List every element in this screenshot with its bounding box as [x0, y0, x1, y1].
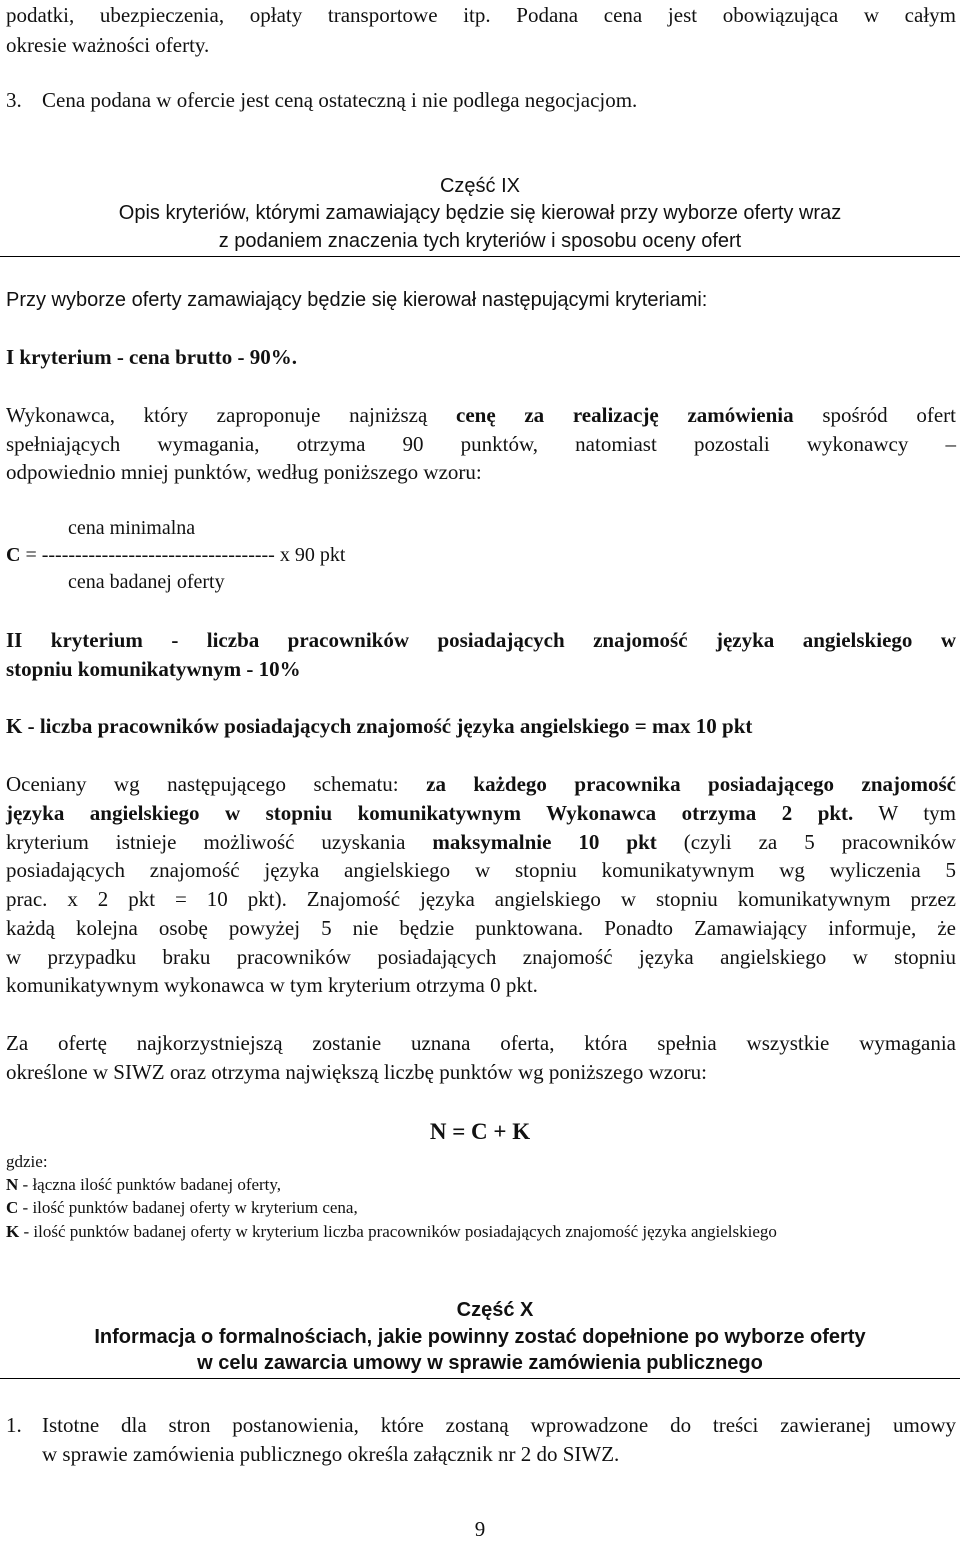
list-item-1-line2: w sprawie zamówienia publicznego określa załącznik nr 2 do SIWZ.	[42, 1442, 620, 1466]
criterion-2-heading-line2: stopniu komunikatywnym - 10%	[6, 657, 301, 681]
best-offer-line2: określone w SIWZ oraz otrzyma największą liczbę punktów wg poniższego wzoru:	[6, 1060, 707, 1084]
paragraph-top-line2: okresie ważności oferty.	[6, 33, 210, 57]
section-divider	[0, 1378, 960, 1379]
list-number-1: 1.	[6, 1413, 22, 1437]
formula-c-numerator: cena minimalna	[68, 517, 196, 539]
legend-n: N - łączna ilość punktów badanej oferty,	[6, 1175, 282, 1194]
section-subtitle-part-10-line1: Informacja o formalnościach, jakie powinny zostać dopełnione po wyborze oferty	[94, 1326, 866, 1348]
best-offer-line1: Za ofertę najkorzystniejszą zostanie uznana oferta, która spełnia wszystkie wymagania	[6, 1031, 956, 1055]
list-item-1-line1: Istotne dla stron postanowienia, które zostaną wprowadzone do treści zawieranej umowy	[42, 1413, 956, 1437]
section-title-part-10: Część X	[456, 1299, 534, 1321]
formula-c: C = ----------------------------------- x 90 pkt	[6, 544, 346, 566]
scheme-line8: komunikatywnym wykonawca w tym kryterium otrzyma 0 pkt.	[6, 973, 538, 997]
section-subtitle-part-9-line2: z podaniem znaczenia tych kryteriów i sposobu oceny ofert	[218, 230, 742, 252]
scheme-line7: w przypadku braku pracowników posiadających znajomość języka angielskiego w stopniu	[6, 945, 956, 969]
criterion-1-text-line2: spełniających wymagania, otrzyma 90 punktów, natomiast pozostali wykonawcy –	[6, 432, 956, 456]
criterion-1-heading: I kryterium - cena brutto - 90%.	[6, 345, 298, 369]
scheme-line1: Oceniany wg następującego schematu: za każdego pracownika posiadającego znajomość	[6, 772, 957, 796]
scheme-line3: kryterium istnieje możliwość uzyskania maksymalnie 10 pkt (czyli za 5 pracowników	[6, 830, 957, 854]
scheme-line5: prac. x 2 pkt = 10 pkt). Znajomość języka angielskiego w stopniu komunikatywnym przez	[6, 887, 956, 911]
section-title-part-9: Część IX	[439, 175, 521, 197]
criteria-intro: Przy wyborze oferty zamawiający będzie się kierował następującymi kryteriami:	[6, 289, 708, 311]
section-subtitle-part-10-line2: w celu zawarcia umowy w sprawie zamówienia publicznego	[197, 1352, 763, 1374]
criterion-2-heading-line1: II kryterium - liczba pracowników posiadających znajomość języka angielskiego w	[6, 628, 956, 652]
scheme-line4: posiadających znajomość języka angielskiego w stopniu komunikatywnym wg wyliczenia 5	[6, 858, 956, 882]
criterion-1-text-line3: odpowiednio mniej punktów, według poniższego wzoru:	[6, 460, 482, 484]
formula-c-denominator: cena badanej oferty	[68, 571, 225, 593]
list-number-3: 3.	[6, 88, 22, 112]
legend-k: K - ilość punktów badanej oferty w kryterium liczba pracowników posiadających znajomość języka angielskiego	[6, 1222, 777, 1241]
where-label: gdzie:	[6, 1152, 48, 1171]
k-definition: K - liczba pracowników posiadających znajomość języka angielskiego = max 10 pkt	[6, 714, 753, 738]
criterion-1-text-line1: Wykonawca, który zaproponuje najniższą cenę za realizację zamówienia spośród ofert	[6, 403, 956, 427]
list-item-3: Cena podana w ofercie jest ceną ostateczną i nie podlega negocjacjom.	[42, 88, 638, 112]
legend-c: C - ilość punktów badanej oferty w kryterium cena,	[6, 1198, 358, 1217]
scheme-line2: języka angielskiego w stopniu komunikatywnym Wykonawca otrzyma 2 pkt. W tym	[6, 801, 956, 825]
page-number: 9	[474, 1517, 486, 1541]
scheme-line6: każdą kolejna osobę powyżej 5 nie będzie punktowana. Ponadto Zamawiający informuje, że	[6, 916, 956, 940]
paragraph-top-line1: podatki, ubezpieczenia, opłaty transportowe itp. Podana cena jest obowiązująca w całym	[6, 3, 956, 27]
section-divider	[0, 256, 960, 257]
section-subtitle-part-9-line1: Opis kryteriów, którymi zamawiający będzie się kierował przy wyborze oferty wraz	[118, 202, 842, 224]
formula-n: N = C + K	[429, 1119, 531, 1144]
